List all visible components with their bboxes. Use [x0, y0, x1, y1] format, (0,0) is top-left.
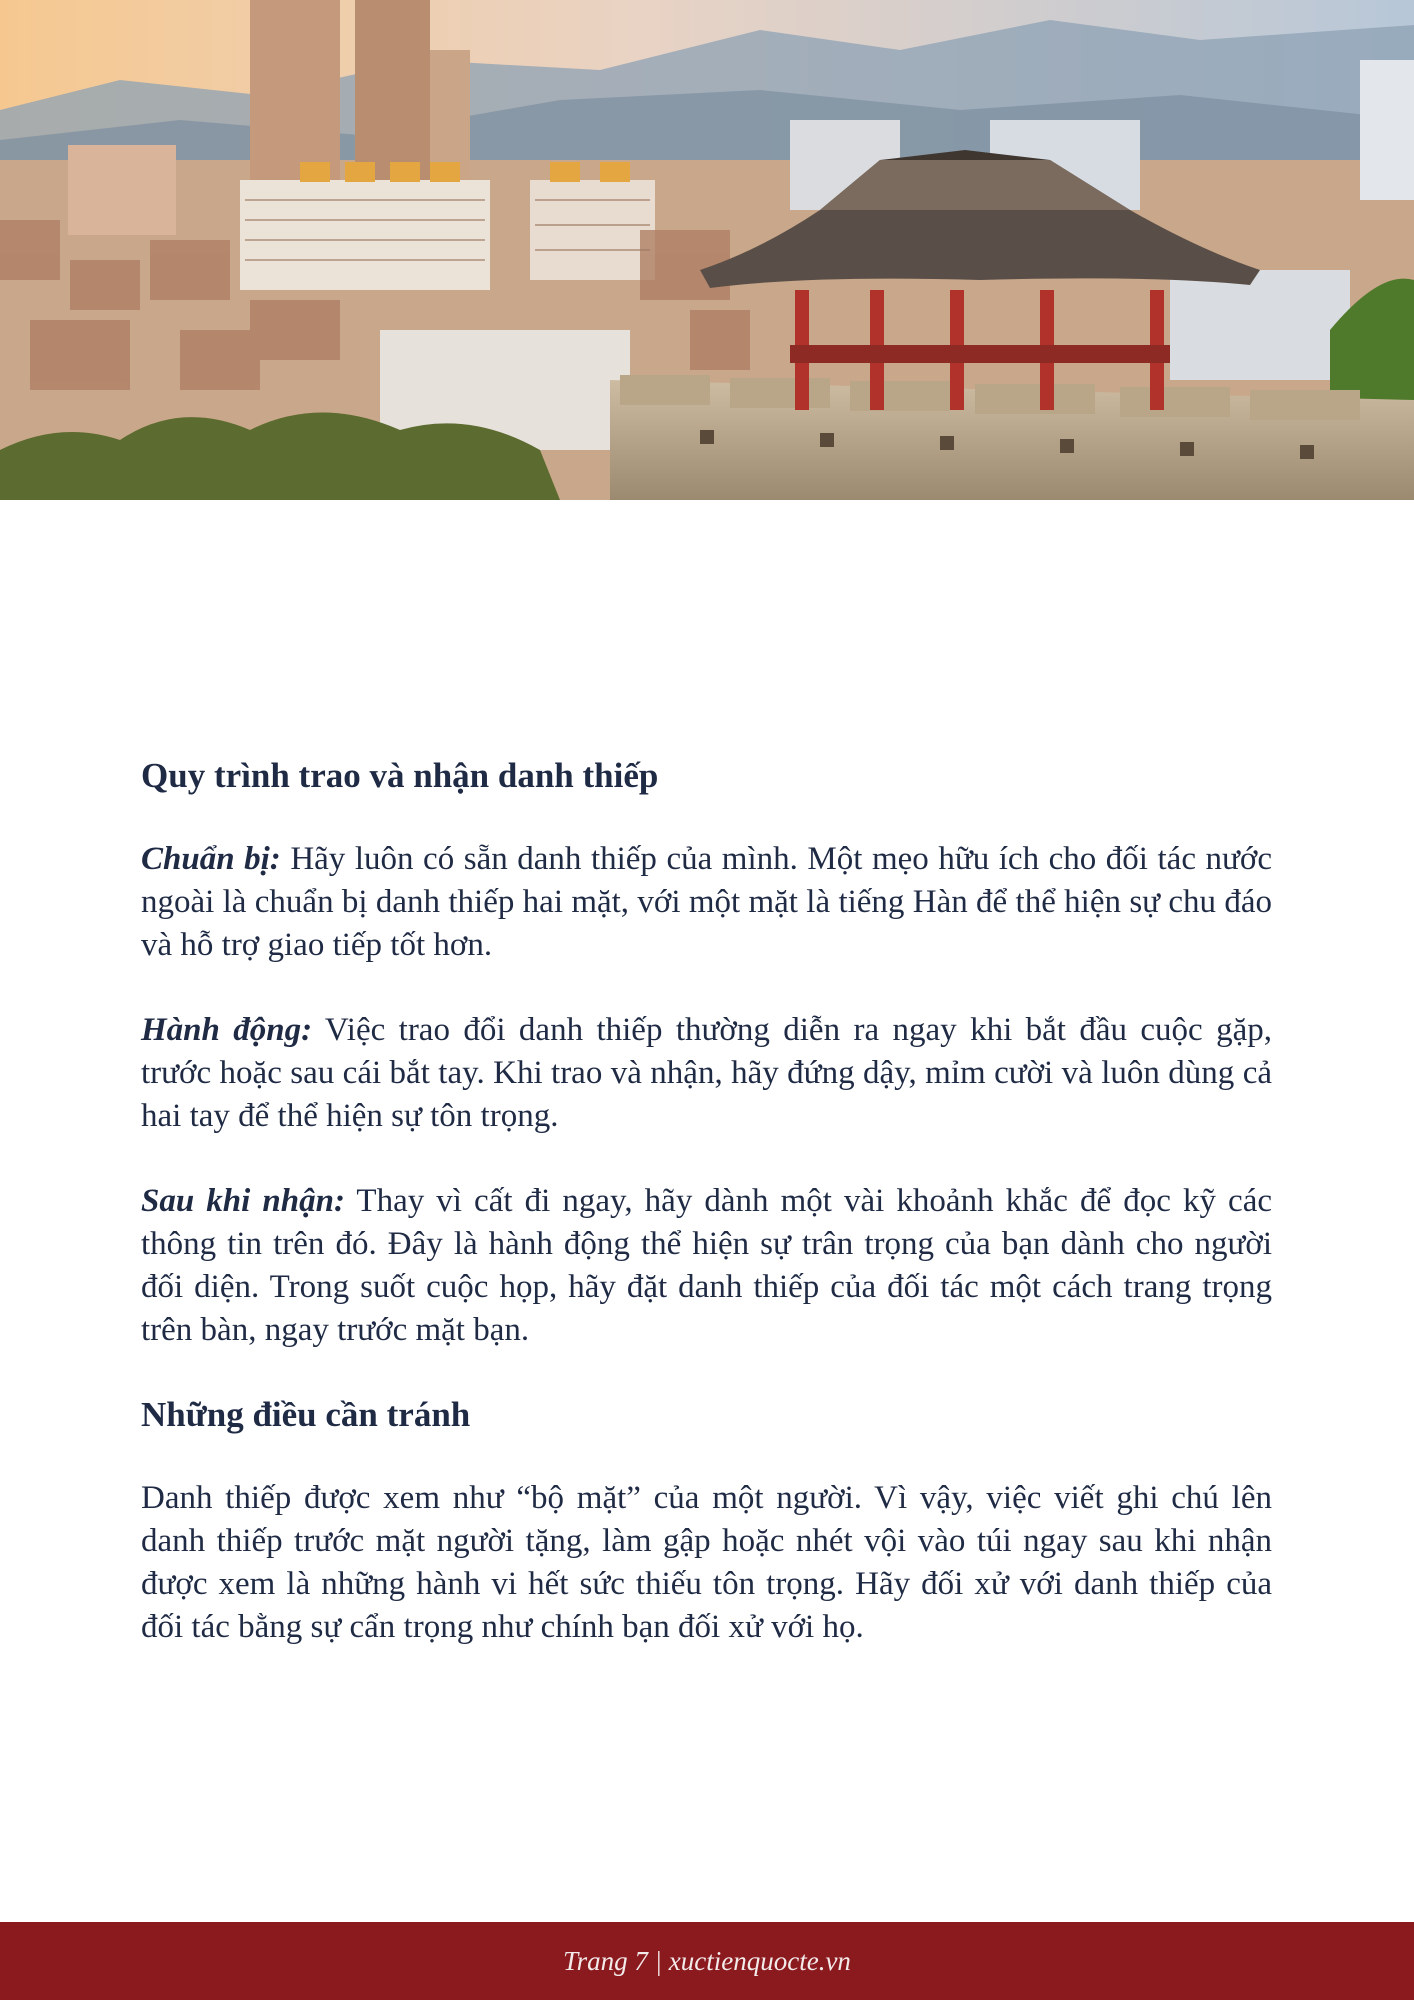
- paragraph-avoid: Danh thiếp được xem như “bộ mặt” của một người. Vì vậy, việc viết ghi chú lên danh thiếp trước mặt người tặng, làm gập hoặc nhét vội vào túi ngay sau khi nhận được xem là những hành vi hết sức thiếu tôn trọng. Hãy đối xử với danh thiếp của đối tác bằng sự cẩn trọng như chính bạn đối xử với họ.: [141, 1480, 1272, 1645]
- text-action: Việc trao đổi danh thiếp thường diễn ra ngay khi bắt đầu cuộc gặp, trước hoặc sau cái bắt tay. Khi trao và nhận, hãy đứng dậy, mỉm cười và luôn dùng cả hai tay để thể hiện sự tôn trọng.: [141, 1012, 1272, 1134]
- city-skyline-with-pavilion-illustration: [0, 0, 1414, 500]
- paragraph-action: [141, 1009, 1272, 1138]
- paragraph-prepare: [141, 838, 1272, 967]
- document-body: [141, 755, 1272, 1649]
- section-heading-process: Quy trình trao và nhận danh thiếp: [141, 756, 659, 795]
- page-footer: [0, 1922, 1414, 2000]
- hero-image: [0, 0, 1414, 500]
- lead-action: Hành động:: [141, 1012, 313, 1048]
- section-heading-avoid: Những điều cần tránh: [141, 1395, 471, 1434]
- text-after: Thay vì cất đi ngay, hãy dành một vài khoảnh khắc để đọc kỹ các thông tin trên đó. Đây là hành động thể hiện sự trân trọng của bạn dành cho người đối diện. Trong suốt cuộc họp, hãy đặt danh thiếp của đối tác một cách trang trọng trên bàn, ngay trước mặt bạn.: [141, 1183, 1272, 1348]
- text-prepare: Hãy luôn có sẵn danh thiếp của mình. Một mẹo hữu ích cho đối tác nước ngoài là chuẩn bị danh thiếp hai mặt, với một mặt là tiếng Hàn để thể hiện sự chu đáo và hỗ trợ giao tiếp tốt hơn.: [141, 841, 1272, 963]
- lead-prepare: Chuẩn bị:: [141, 841, 281, 877]
- footer-text: Trang 7 | xuctienquocte.vn: [563, 1945, 851, 1976]
- lead-after: Sau khi nhận:: [141, 1183, 345, 1219]
- paragraph-after: [141, 1180, 1272, 1352]
